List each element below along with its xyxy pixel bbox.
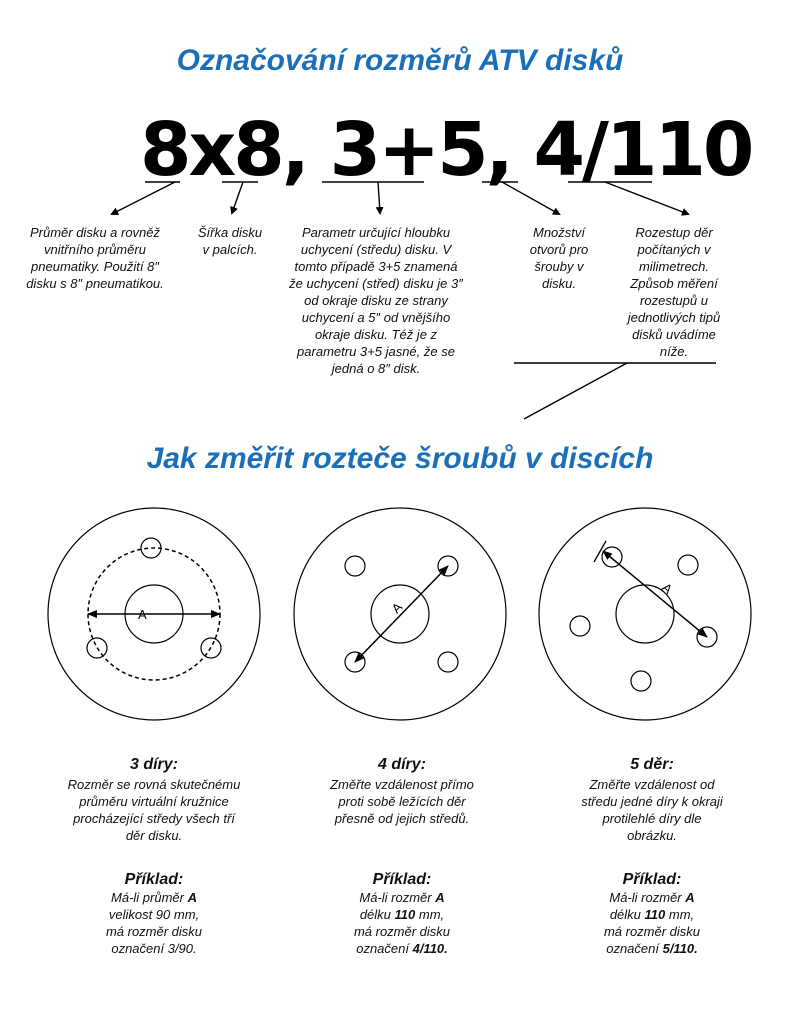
measure-line [603,551,707,637]
col-example-heading-4: Příklad: [372,871,432,888]
annotation-offset: Parametr určující hloubku uchycení (středu) disku. V tomto případě 3+5 znamená že uchycení (střed) disku je 3″ od okraje disku ze strany uchycení a 5″ od vnějšího okraje disku. Též je z parametru 3+5 jasné, že se jedná o 8″ disk. [289,225,463,376]
col-text-4: Změřte vzdálenost přímo proti sobě ležících děr přesně od jejich středů. [330,777,474,826]
col-example-4: Má-li rozměr A délku 110 mm, má rozměr disku označení 4/110. [353,890,451,956]
col-example-heading-3: Příklad: [124,871,184,888]
col-heading-3: 3 díry: [129,756,178,773]
annotation-holes: Množství otvorů pro šrouby v disku. [529,225,589,291]
page-title: Označování rozměrů ATV disků [176,44,624,77]
measure-line [355,566,448,662]
bolt-hole [438,652,458,672]
measure-label: A [138,607,147,622]
bolt-hole [678,555,698,575]
wheel-5-holes [539,508,751,720]
bolt-hole [345,556,365,576]
annotation-pcd: Rozestup děr počítaných v milimetrech. Způsob měření rozestupů u jednotlivých tipů disků uvádíme níže. [627,225,721,359]
measure-label: A [388,599,406,617]
col-text-3: Rozměr se rovná skutečnému průměru virtuální kružnice procházející středy všech tří děr disku. [67,777,241,843]
col-heading-4: 4 díry: [377,756,426,773]
bolt-hole [631,671,651,691]
annotation-diameter: Průměr disku a rovněž vnitřního průměru pneumatiky. Použití 8″ disku s 8″ pneumatikou. [26,225,164,291]
col-example-3: Má-li průměr A velikost 90 mm, má rozměr disku označení 3/90. [105,890,203,956]
measure-label: A [659,579,676,597]
wheel-rim [539,508,751,720]
wheel-size-code: 8x8, 3+5, 4/110 [140,107,752,193]
section-title: Jak změřit rozteče šroubů v discích [146,442,654,475]
col-text-5: Změřte vzdálenost od středu jedné díry k okraji protilehlé díry dle obrázku. [581,777,723,843]
annotation-width: Šířka disku v palcích. [197,225,263,257]
wheel-3-holes [48,508,260,720]
col-heading-5: 5 děr: [630,756,674,773]
bolt-hole [141,538,161,558]
col-example-5: Má-li rozměr A délku 110 mm, má rozměr disku označení 5/110. [603,890,701,956]
bolt-hole [570,616,590,636]
col-example-heading-5: Příklad: [622,871,682,888]
